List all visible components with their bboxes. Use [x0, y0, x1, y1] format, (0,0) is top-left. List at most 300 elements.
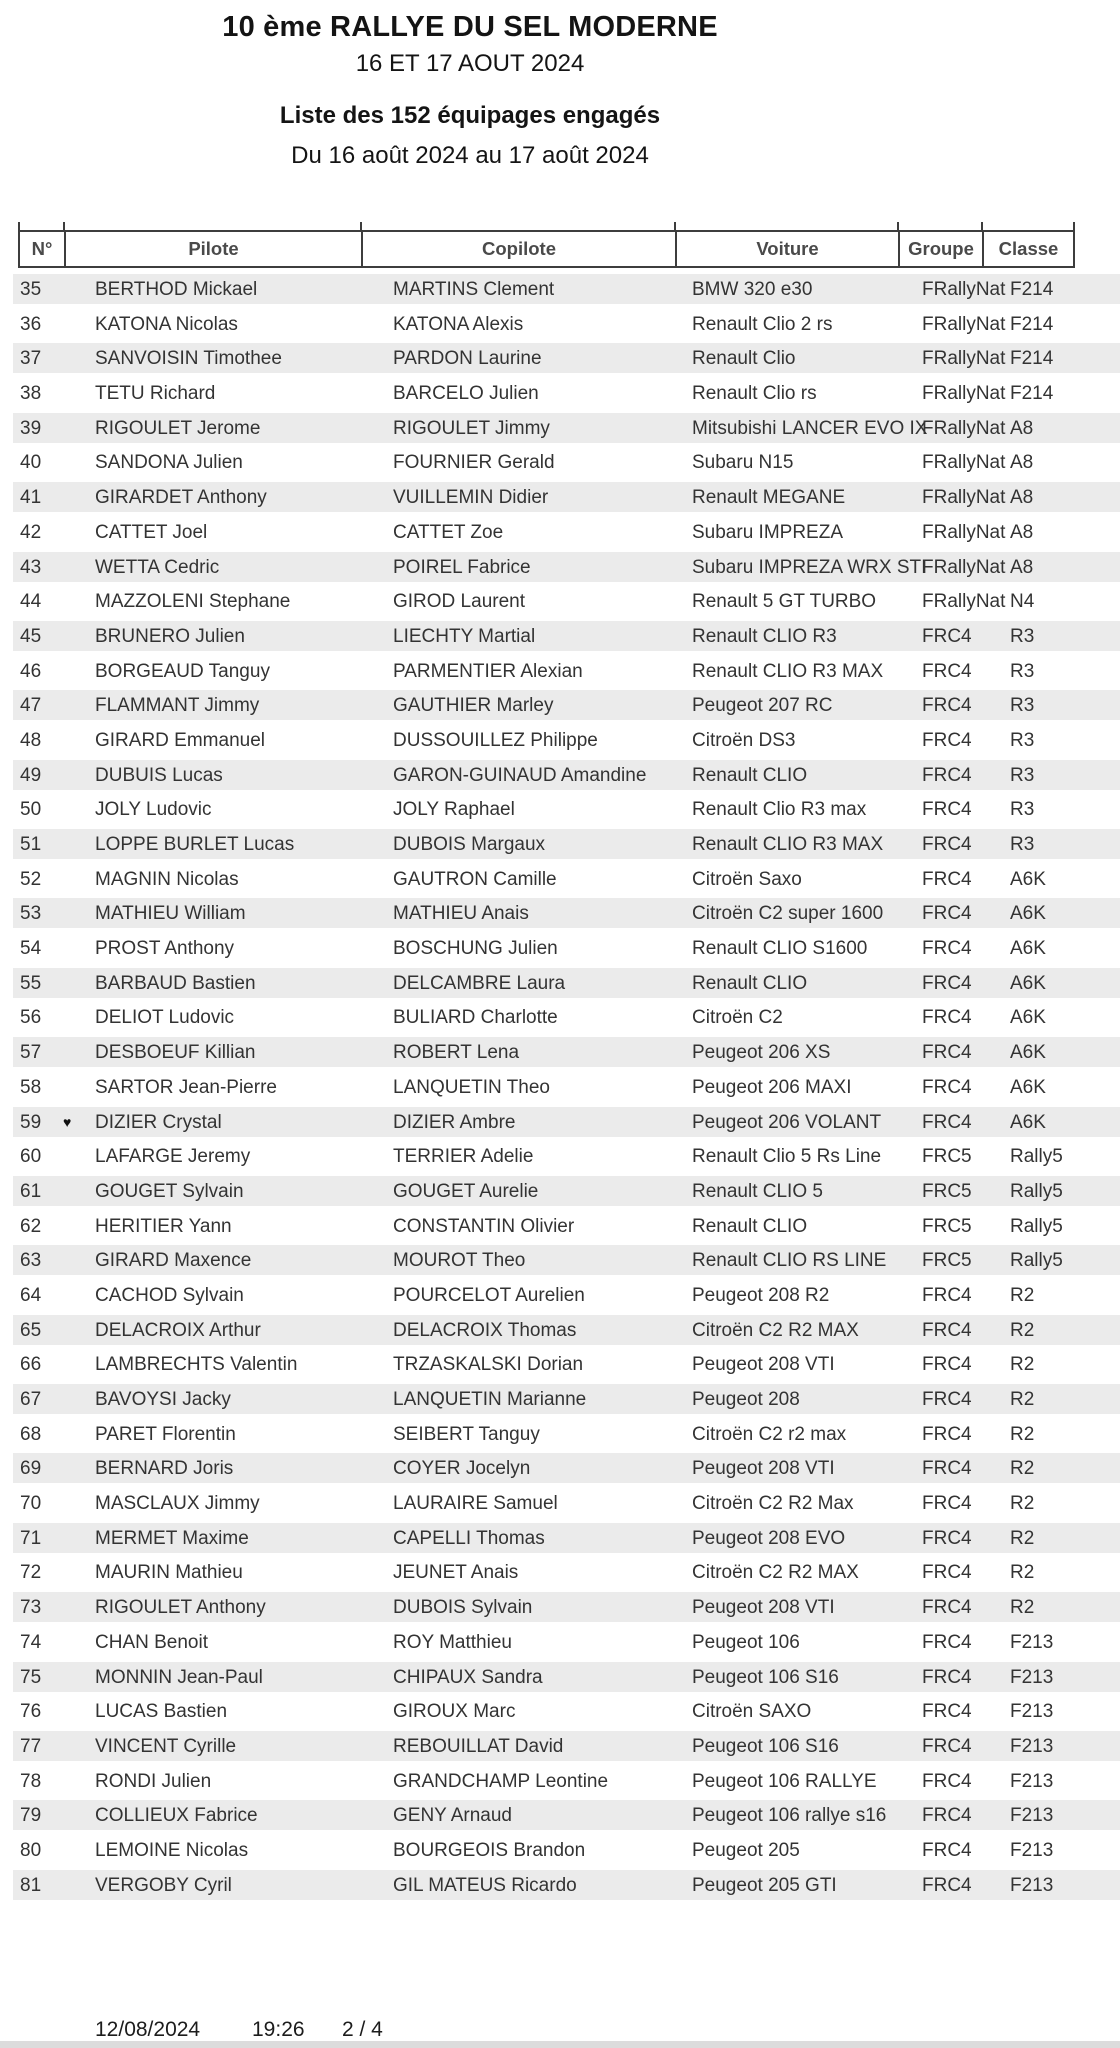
- table-row: [0, 376, 1120, 411]
- car-name: Peugeot 206 XS: [692, 1042, 831, 1064]
- copilot-name: DIZIER Ambre: [393, 1111, 516, 1133]
- group-label: FRC4: [922, 729, 972, 751]
- car-name: Peugeot 208: [692, 1389, 800, 1410]
- table-row: [0, 619, 1120, 654]
- car-name: Peugeot 208 VTI: [692, 1597, 835, 1619]
- class-label: R2: [1010, 1527, 1035, 1549]
- copilot-name: VUILLEMIN Didier: [393, 487, 549, 509]
- group-label: FRC4: [922, 625, 972, 647]
- car-name: Citroën C2: [692, 1007, 783, 1029]
- copilot-name: DELACROIX Thomas: [393, 1319, 577, 1341]
- row-number: 75: [20, 1666, 42, 1688]
- table-row: [0, 792, 1120, 827]
- class-label: R2: [1010, 1458, 1035, 1480]
- car-name: Renault CLIO R3 MAX: [692, 834, 884, 855]
- class-label: F213: [1010, 1805, 1054, 1827]
- copilot-name: BULIARD Charlotte: [393, 1007, 558, 1029]
- copilot-name: PARDON Laurine: [393, 348, 542, 370]
- group-label: FRallyNat: [922, 452, 1006, 474]
- copilot-name: GAUTHIER Marley: [393, 695, 554, 717]
- car-name: Peugeot 208 VTI: [692, 1458, 835, 1480]
- pilot-name: LUCAS Bastien: [95, 1701, 228, 1723]
- car-name: Renault CLIO: [692, 1215, 808, 1237]
- car-name: Citroën DS3: [692, 729, 796, 751]
- pilot-name: DESBOEUF Killian: [95, 1042, 256, 1064]
- copilot-name: CONSTANTIN Olivier: [393, 1215, 575, 1237]
- class-label: F214: [1010, 383, 1054, 405]
- group-label: FRC5: [922, 1146, 972, 1168]
- pilot-name: DELACROIX Arthur: [95, 1319, 261, 1341]
- group-label: FRC4: [922, 1007, 972, 1029]
- car-name: Renault 5 GT TURBO: [692, 591, 877, 613]
- table-body: [0, 272, 1120, 1902]
- pilot-name: SARTOR Jean-Pierre: [95, 1076, 277, 1098]
- table-header: [18, 230, 1075, 268]
- copilot-name: GAUTRON Camille: [393, 868, 557, 890]
- row-number: 42: [20, 521, 42, 543]
- row-number: 39: [20, 417, 42, 439]
- pilot-name: SANDONA Julien: [95, 452, 243, 474]
- class-label: F213: [1010, 1770, 1054, 1792]
- table-row: [0, 1590, 1120, 1625]
- class-label: F213: [1010, 1631, 1054, 1653]
- row-number: 41: [20, 487, 42, 509]
- group-label: FRC4: [922, 1735, 972, 1757]
- row-number: 40: [20, 452, 42, 474]
- pilot-name: RIGOULET Anthony: [95, 1597, 266, 1619]
- car-name: Citroën C2 R2 MAX: [692, 1319, 859, 1341]
- footer-time: 19:26: [252, 2018, 305, 2041]
- class-label: F213: [1010, 1839, 1054, 1861]
- class-label: R2: [1010, 1319, 1035, 1341]
- column-header-copilot: Copilote: [363, 232, 677, 266]
- copilot-name: GIROUX Marc: [393, 1701, 516, 1723]
- car-name: Renault CLIO R3 MAX: [692, 660, 884, 682]
- group-label: FRallyNat: [922, 383, 1006, 405]
- table-row: [0, 307, 1120, 342]
- group-label: FRC4: [922, 1597, 972, 1619]
- copilot-name: DUBOIS Margaux: [393, 834, 546, 855]
- class-label: R2: [1010, 1284, 1035, 1306]
- table-row: [0, 1000, 1120, 1035]
- table-row: [0, 1070, 1120, 1105]
- group-label: FRallyNat: [922, 417, 1006, 439]
- table-row: [0, 723, 1120, 758]
- pilot-name: LAFARGE Jeremy: [95, 1146, 251, 1168]
- row-number: 48: [20, 729, 42, 751]
- car-name: Renault CLIO R3: [692, 625, 837, 647]
- row-number: 70: [20, 1493, 42, 1515]
- pilot-name: PROST Anthony: [95, 938, 235, 960]
- footer-date: 12/08/2024: [95, 2018, 201, 2041]
- pilot-name: KATONA Nicolas: [95, 313, 238, 335]
- row-number: 80: [20, 1839, 42, 1861]
- copilot-name: MATHIEU Anais: [393, 903, 529, 925]
- table-row: [0, 411, 1120, 446]
- class-label: F214: [1010, 279, 1054, 300]
- table-row: [0, 1764, 1120, 1799]
- row-number: 63: [20, 1250, 42, 1272]
- table-row: [0, 584, 1120, 619]
- group-label: FRallyNat: [922, 348, 1006, 370]
- row-number: 81: [20, 1874, 42, 1896]
- car-name: Renault Clio 5 Rs Line: [692, 1146, 882, 1168]
- pilot-name: FLAMMANT Jimmy: [95, 695, 260, 717]
- row-number: 57: [20, 1042, 42, 1064]
- class-label: A6K: [1010, 1111, 1046, 1133]
- copilot-name: BARCELO Julien: [393, 383, 539, 405]
- group-label: FRC4: [922, 1458, 972, 1480]
- column-header-car: Voiture: [677, 232, 900, 266]
- table-row: [0, 931, 1120, 966]
- class-label: R2: [1010, 1423, 1035, 1445]
- row-number: 49: [20, 764, 42, 786]
- group-label: FRallyNat: [922, 556, 1006, 578]
- group-label: FRC4: [922, 1423, 972, 1445]
- class-label: A6K: [1010, 938, 1046, 960]
- pilot-name: VINCENT Cyrille: [95, 1735, 237, 1757]
- copilot-name: CATTET Zoe: [393, 521, 504, 543]
- row-number: 60: [20, 1146, 42, 1168]
- table-row: [0, 862, 1120, 897]
- table-row: [0, 1313, 1120, 1348]
- copilot-name: DUBOIS Sylvain: [393, 1597, 533, 1619]
- table-row: [0, 966, 1120, 1001]
- class-label: R2: [1010, 1597, 1035, 1619]
- class-label: R3: [1010, 799, 1035, 821]
- group-label: FRC4: [922, 1839, 972, 1861]
- class-label: A6K: [1010, 972, 1046, 994]
- pilot-name: BERTHOD Mickael: [95, 279, 258, 300]
- car-name: Peugeot 106 rallye s16: [692, 1805, 887, 1827]
- car-name: Citroën C2 r2 max: [692, 1423, 847, 1445]
- class-label: F213: [1010, 1666, 1054, 1688]
- class-label: Rally5: [1010, 1215, 1063, 1237]
- pilot-name: BAVOYSI Jacky: [95, 1389, 231, 1410]
- class-label: R2: [1010, 1493, 1035, 1515]
- copilot-name: SEIBERT Tanguy: [393, 1423, 540, 1445]
- pilot-name: BARBAUD Bastien: [95, 972, 256, 994]
- car-name: Peugeot 208 R2: [692, 1284, 830, 1306]
- row-number: 56: [20, 1007, 42, 1029]
- car-name: Peugeot 206 VOLANT: [692, 1111, 882, 1133]
- table-row: [0, 1729, 1120, 1764]
- pilot-name: RONDI Julien: [95, 1770, 212, 1792]
- group-label: FRallyNat: [922, 591, 1006, 613]
- group-label: FRC4: [922, 1493, 972, 1515]
- column-header-number: N°: [20, 232, 66, 266]
- class-label: F213: [1010, 1874, 1054, 1896]
- class-label: R3: [1010, 764, 1035, 786]
- pilot-name: BORGEAUD Tanguy: [95, 660, 270, 682]
- car-name: Renault CLIO: [692, 764, 808, 786]
- group-label: FRC5: [922, 1180, 972, 1202]
- document-header: [0, 0, 940, 200]
- copilot-name: CAPELLI Thomas: [393, 1527, 545, 1549]
- pilot-name: WETTA Cedric: [95, 556, 220, 578]
- car-name: Peugeot 205: [692, 1839, 800, 1861]
- pilot-name: DELIOT Ludovic: [95, 1007, 235, 1029]
- group-label: FRC4: [922, 1076, 972, 1098]
- class-label: R2: [1010, 1562, 1035, 1584]
- row-number: 59: [20, 1111, 42, 1133]
- copilot-name: PARMENTIER Alexian: [393, 660, 583, 682]
- class-label: A8: [1010, 487, 1034, 509]
- class-label: F214: [1010, 313, 1054, 335]
- copilot-name: POIREL Fabrice: [393, 556, 531, 578]
- copilot-name: LANQUETIN Theo: [393, 1076, 550, 1098]
- entry-list-title: Liste des 152 équipages engagés: [279, 102, 661, 129]
- row-number: 52: [20, 868, 42, 890]
- table-row: [0, 1278, 1120, 1313]
- page-bottom-edge: [0, 2041, 1120, 2048]
- class-label: R3: [1010, 625, 1035, 647]
- table-row: [0, 827, 1120, 862]
- class-label: A6K: [1010, 903, 1046, 925]
- table-row: [0, 480, 1120, 515]
- row-number: 74: [20, 1631, 42, 1653]
- group-label: FRC5: [922, 1215, 972, 1237]
- group-label: FRC5: [922, 1250, 972, 1272]
- copilot-name: GRANDCHAMP Leontine: [393, 1770, 609, 1792]
- row-number: 78: [20, 1770, 42, 1792]
- group-label: FRC4: [922, 1389, 972, 1410]
- pilot-name: DUBUIS Lucas: [95, 764, 223, 786]
- table-row: [0, 550, 1120, 585]
- row-number: 36: [20, 313, 42, 335]
- class-label: A6K: [1010, 1076, 1046, 1098]
- table-row: [0, 1486, 1120, 1521]
- rally-title: 10 ème RALLYE DU SEL MODERNE: [222, 11, 718, 43]
- pilot-name: TETU Richard: [95, 383, 216, 405]
- table-row: [0, 896, 1120, 931]
- table-row: [0, 1417, 1120, 1452]
- table-row: [0, 445, 1120, 480]
- table-row: [0, 1174, 1120, 1209]
- table-row: [0, 1209, 1120, 1244]
- copilot-name: BOSCHUNG Julien: [393, 938, 558, 960]
- class-label: A8: [1010, 556, 1034, 578]
- table-row: [0, 1382, 1120, 1417]
- pilot-name: BRUNERO Julien: [95, 625, 245, 647]
- group-label: FRC4: [922, 868, 972, 890]
- table-row: [0, 1105, 1120, 1140]
- car-name: Peugeot 208 VTI: [692, 1354, 835, 1376]
- copilot-name: REBOUILLAT David: [393, 1735, 564, 1757]
- copilot-name: RIGOULET Jimmy: [393, 417, 550, 439]
- row-number: 45: [20, 625, 42, 647]
- column-header-class: Classe: [998, 238, 1059, 259]
- pilot-name: MASCLAUX Jimmy: [95, 1493, 260, 1515]
- car-name: Renault Clio R3 max: [692, 799, 867, 821]
- column-header-pilot: Pilote: [66, 232, 363, 266]
- pilot-name: CATTET Joel: [95, 521, 208, 543]
- car-name: Citroën C2 R2 Max: [692, 1493, 854, 1515]
- class-label: R3: [1010, 695, 1035, 717]
- class-label: R3: [1010, 729, 1035, 751]
- pilot-name: LEMOINE Nicolas: [95, 1839, 249, 1861]
- car-name: Subaru IMPREZA WRX STI: [692, 556, 927, 578]
- table-row: [0, 272, 1120, 307]
- car-name: Peugeot 206 MAXI: [692, 1076, 852, 1098]
- class-label: A8: [1010, 521, 1034, 543]
- group-label: FRC4: [922, 1284, 972, 1306]
- class-label: A6K: [1010, 868, 1046, 890]
- row-number: 65: [20, 1319, 42, 1341]
- car-name: Renault Clio 2 rs: [692, 313, 833, 335]
- copilot-name: POURCELOT Aurelien: [393, 1284, 585, 1306]
- copilot-name: LANQUETIN Marianne: [393, 1389, 587, 1410]
- car-name: Peugeot 205 GTI: [692, 1874, 837, 1896]
- row-number: 46: [20, 660, 42, 682]
- footer-page-number: 2 / 4: [342, 2018, 383, 2041]
- car-name: Citroën SAXO: [692, 1701, 812, 1723]
- table-row: [0, 1521, 1120, 1556]
- car-name: Mitsubishi LANCER EVO IX: [692, 417, 928, 439]
- copilot-name: ROBERT Lena: [393, 1042, 520, 1064]
- class-label: F214: [1010, 348, 1054, 370]
- class-label: A8: [1010, 452, 1034, 474]
- copilot-name: COYER Jocelyn: [393, 1458, 531, 1480]
- pilot-name: LAMBRECHTS Valentin: [95, 1354, 298, 1376]
- row-number: 72: [20, 1562, 42, 1584]
- copilot-name: BOURGEOIS Brandon: [393, 1839, 586, 1861]
- copilot-name: LIECHTY Martial: [393, 625, 536, 647]
- copilot-name: GENY Arnaud: [393, 1805, 513, 1827]
- row-number: 58: [20, 1076, 42, 1098]
- car-name: Citroën Saxo: [692, 868, 802, 890]
- table-row: [0, 515, 1120, 550]
- car-name: BMW 320 e30: [692, 279, 813, 300]
- row-number: 43: [20, 556, 42, 578]
- car-name: Renault CLIO 5: [692, 1180, 823, 1202]
- group-label: FRC4: [922, 1527, 972, 1549]
- copilot-name: TRZASKALSKI Dorian: [393, 1354, 584, 1376]
- pilot-name: GIRARD Emmanuel: [95, 729, 265, 751]
- row-number: 77: [20, 1735, 42, 1757]
- entry-period: Du 16 août 2024 au 17 août 2024: [291, 142, 649, 169]
- pilot-name: RIGOULET Jerome: [95, 417, 261, 439]
- car-name: Peugeot 207 RC: [692, 695, 833, 717]
- row-number: 53: [20, 903, 42, 925]
- car-name: Renault MEGANE: [692, 487, 846, 509]
- pilot-name: COLLIEUX Fabrice: [95, 1805, 258, 1827]
- class-label: A8: [1010, 417, 1034, 439]
- event-dates: 16 ET 17 AOUT 2024: [355, 50, 585, 77]
- copilot-name: GARON-GUINAUD Amandine: [393, 764, 647, 786]
- group-label: FRC4: [922, 938, 972, 960]
- row-number: 62: [20, 1215, 42, 1237]
- group-label: FRallyNat: [922, 279, 1006, 300]
- copilot-name: DELCAMBRE Laura: [393, 972, 566, 994]
- row-number: 38: [20, 383, 42, 405]
- copilot-name: FOURNIER Gerald: [393, 452, 555, 474]
- table-row: [0, 1555, 1120, 1590]
- table-row: [0, 1625, 1120, 1660]
- group-label: FRallyNat: [922, 313, 1006, 335]
- pilot-name: JOLY Ludovic: [95, 799, 212, 821]
- table-row: [0, 1451, 1120, 1486]
- row-number: 47: [20, 695, 42, 717]
- class-label: R2: [1010, 1389, 1035, 1410]
- row-number: 44: [20, 591, 42, 613]
- group-label: FRC4: [922, 972, 972, 994]
- copilot-name: JOLY Raphael: [393, 799, 515, 821]
- copilot-name: ROY Matthieu: [393, 1631, 512, 1653]
- group-label: FRC4: [922, 660, 972, 682]
- table-row: [0, 341, 1120, 376]
- copilot-name: GIROD Laurent: [393, 591, 525, 613]
- car-name: Citroën C2 super 1600: [692, 903, 884, 925]
- table-row: [0, 1833, 1120, 1868]
- pilot-name: VERGOBY Cyril: [95, 1874, 232, 1896]
- car-name: Renault Clio: [692, 348, 796, 370]
- pilot-name: GIRARD Maxence: [95, 1250, 252, 1272]
- copilot-name: LAURAIRE Samuel: [393, 1493, 558, 1515]
- copilot-name: JEUNET Anais: [393, 1562, 519, 1584]
- pilot-name: CHAN Benoit: [95, 1631, 208, 1653]
- class-label: A6K: [1010, 1042, 1046, 1064]
- column-header-group: Groupe: [900, 232, 984, 266]
- class-label: Rally5: [1010, 1180, 1063, 1202]
- group-label: FRC4: [922, 1319, 972, 1341]
- pilot-name: LOPPE BURLET Lucas: [95, 834, 295, 855]
- table-row: [0, 1035, 1120, 1070]
- group-label: FRC4: [922, 1042, 972, 1064]
- pilot-name: GOUGET Sylvain: [95, 1180, 244, 1202]
- group-label: FRC4: [922, 1666, 972, 1688]
- row-number: 55: [20, 972, 42, 994]
- class-label: Rally5: [1010, 1146, 1063, 1168]
- class-label: R2: [1010, 1354, 1035, 1376]
- group-label: FRC4: [922, 834, 972, 855]
- class-label: A6K: [1010, 1007, 1046, 1029]
- table-row: [0, 1243, 1120, 1278]
- group-label: FRC4: [922, 903, 972, 925]
- group-label: FRC4: [922, 1701, 972, 1723]
- car-name: Peugeot 106: [692, 1631, 800, 1653]
- row-number: 37: [20, 348, 42, 370]
- class-label: F213: [1010, 1735, 1054, 1757]
- pilot-name: BERNARD Joris: [95, 1458, 234, 1480]
- table-row: [0, 654, 1120, 689]
- pilot-name: MATHIEU William: [95, 903, 246, 925]
- pilot-name: MAURIN Mathieu: [95, 1562, 243, 1584]
- row-number: 54: [20, 938, 42, 960]
- class-label: F213: [1010, 1701, 1054, 1723]
- table-row: [0, 1347, 1120, 1382]
- row-number: 66: [20, 1354, 42, 1376]
- group-label: FRallyNat: [922, 521, 1006, 543]
- car-name: Renault CLIO RS LINE: [692, 1250, 887, 1272]
- row-number: 76: [20, 1701, 42, 1723]
- group-label: FRC4: [922, 1562, 972, 1584]
- class-label: Rally5: [1010, 1250, 1063, 1272]
- car-name: Peugeot 106 S16: [692, 1735, 839, 1757]
- copilot-name: CHIPAUX Sandra: [393, 1666, 543, 1688]
- copilot-name: KATONA Alexis: [393, 313, 524, 335]
- row-number: 79: [20, 1805, 42, 1827]
- copilot-name: DUSSOUILLEZ Philippe: [393, 729, 598, 751]
- group-label: FRC4: [922, 695, 972, 717]
- class-label: R3: [1010, 660, 1035, 682]
- group-label: FRC4: [922, 764, 972, 786]
- car-name: Peugeot 106 RALLYE: [692, 1770, 877, 1792]
- car-name: Peugeot 208 EVO: [692, 1527, 846, 1549]
- row-number: 35: [20, 279, 42, 300]
- pilot-name: MAZZOLENI Stephane: [95, 591, 291, 613]
- car-name: Renault CLIO S1600: [692, 938, 868, 960]
